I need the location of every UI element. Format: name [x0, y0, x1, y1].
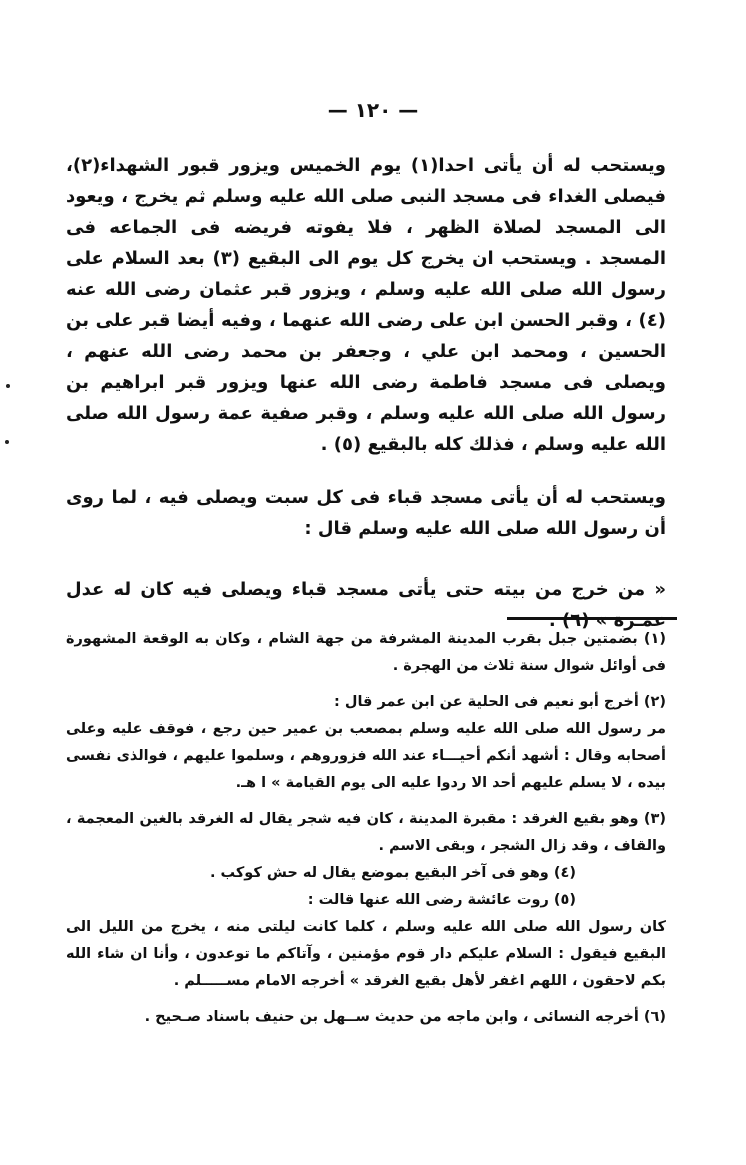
footnote-1: (١) بضمتين جبل بقرب المدينة المشرفة من جهة الشام ، وكان به الوقعة المشهورة فى أوائل شوال سنة ثلاث من الهجرة . [66, 631, 666, 674]
footnote-6: (٦) أخرجه النسائى ، وابن ماجه من حديث ســهل بن حنيف باسناد صـحيح . [144, 1009, 666, 1025]
page-number: — ١٢٠ — [327, 98, 419, 122]
footnote-5-text: كان رسول الله صلى الله عليه وسلم ، كلما كانت ليلتى منه ، يخرج من الليل الى البقيع فيقول : السلام عليكم دار قوم مؤمنين ، وآتاكم ما توعدون ، وأنا ان شاء الله بكم لاحقون ، اللهم اغفر لأهل بقيع الغرقد » أخرجه الامام مســـــلم . [66, 919, 666, 989]
footnote-separator [507, 617, 677, 620]
footnote-2: (٢) أخرج أبو نعيم فى الحلية عن ابن عمر قال : [334, 694, 666, 710]
scan-speck [6, 384, 10, 388]
scan-speck [5, 440, 9, 444]
footnote-4: (٤) وهو فى آخر البقيع بموضع يقال له حش كوكب . [209, 865, 576, 881]
paragraph-quba: ويستحب له أن يأتى مسجد قباء فى كل سبت ويصلى فيه ، لما روى أن رسول الله صلى الله عليه وسلم قال : [66, 487, 666, 539]
paragraph-visits: ويستحب له أن يأتى احدا(١) يوم الخميس ويزور قبور الشهداء(٢)، فيصلى الغداء فى مسجد النبى صلى الله عليه وسلم ثم يخرج ، ويعود الى المسجد لصلاة الظهر ، فلا يفوته فريضه فى الجماعه فى المسجد . ويستحب ان يخرج كل يوم الى البقيع (٣) بعد السلام على رسول الله صلى الله عليه وسلم ، ويزور قبر عثمان رضى الله عنه (٤) ، وقبر الحسن ابن على رضى الله عنهما ، وفيه أيضا قبر على بن الحسين ، ومحمد ابن علي ، وجعفر بن محمد رضى الله عنهم ، ويصلى فى مسجد فاطمة رضى الله عنها ويزور قبر ابراهيم بن رسول الله صلى الله عليه وسلم ، وقبر صفية عمة رسول الله صلى الله عليه وسلم ، فذلك كله بالبقيع (٥) . [66, 155, 666, 455]
footnote-3: (٣) وهو بقيع الغرقد : مقبرة المدينة ، كان فيه شجر يقال له الغرقد بالغين المعجمة ، والقاف ، وقد زال الشجر ، وبقى الاسم . [66, 811, 666, 854]
footnote-2-text: مر رسول الله صلى الله عليه وسلم بمصعب بن عمير حين رجع ، فوقف عليه وعلى أصحابه وقال : أشهد أنكم أحيـــاء عند الله فزوروهم ، وسلموا عليهم ، فوالذى نفسى بيده ، لا يسلم عليهم أحد الا ردوا عليه الى يوم القيامة » ا هـ. [66, 721, 666, 791]
paragraph-hadith: « من خرج من بيته حتى يأتى مسجد قباء ويصلى فيه كان له عدل عمـرة » (٦) . [66, 579, 666, 631]
footnotes [66, 626, 666, 1031]
footnote-5: (٥) روت عائشة رضى الله عنها قالت : [307, 892, 576, 908]
main-text [66, 150, 666, 636]
